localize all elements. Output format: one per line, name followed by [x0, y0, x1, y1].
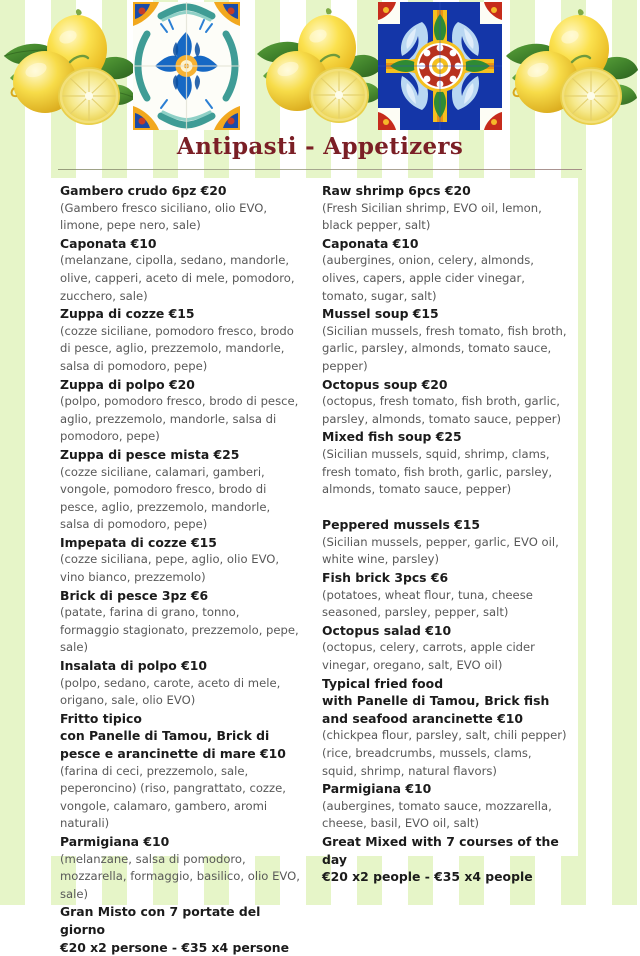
menu-item-description: (patate, farina di grano, tonno, formaggio stagionato, prezzemolo, pepe, sale): [60, 605, 299, 655]
menu-item: [60, 305, 302, 375]
lemons-illustration: [500, 4, 640, 136]
menu-item-description: (melanzane, salsa di pomodoro, mozzarella, formaggio, basilico, olio EVO, sale): [60, 851, 300, 901]
menu-item-description: (aubergines, tomato sauce, mozzarella, cheese, basil, EVO oil, salt): [322, 798, 552, 831]
column-alignment-spacer: [322, 499, 570, 517]
menu-item: [322, 428, 570, 498]
menu-item-description: (octopus, celery, carrots, apple cider vinegar, oregano, salt, EVO oil): [322, 640, 535, 673]
menu-column-english: [314, 178, 578, 886]
menu-item: [60, 657, 302, 710]
menu-item-name: Brick di pesce 3pz €6: [60, 587, 209, 603]
menu-item-description: (chickpea flour, parsley, salt, chili pepper) (rice, breadcrumbs, mussels, clams, squid, shrimp, natural flavors): [322, 728, 567, 778]
menu-item-name: Zuppa di polpo €20: [60, 376, 195, 392]
menu-item-name: Parmigiana €10: [60, 833, 170, 849]
menu-item: [322, 305, 570, 375]
menu-item-description: (cozze siciliana, pepe, aglio, olio EVO, vino bianco, prezzemolo): [60, 552, 280, 585]
menu-item-name: Mixed fish soup €25: [322, 429, 462, 445]
menu-item-description: (cozze siciliane, pomodoro fresco, brodo di pesce, aglio, prezzemolo, mandorle, salsa di pomodoro, pepe): [60, 323, 294, 373]
menu-item: [322, 182, 570, 235]
menu-item-name: Parmigiana €10: [322, 781, 432, 797]
menu-item-description: (polpo, pomodoro fresco, brodo di pesce, aglio, prezzemolo, mandorle, salsa di pomodoro, pepe): [60, 394, 299, 444]
menu-item-description: (cozze siciliane, calamari, gamberi, vongole, pomodoro fresco, brodo di pesce, aglio, prezzemolo, mandorle, salsa di pomodoro, pepe): [60, 464, 271, 532]
menu-item-name: Gambero crudo 6pz €20: [60, 183, 227, 198]
menu-item: [60, 534, 302, 587]
menu-item: [322, 780, 570, 833]
lemons-illustration: [255, 4, 383, 136]
menu-item-description: (Sicilian mussels, squid, shrimp, clams, fresh tomato, fish broth, garlic, parsley, almonds, tomato sauce, pepper): [322, 446, 553, 497]
menu-item-name: Peppered mussels €15: [322, 517, 481, 533]
menu-item: [322, 833, 570, 886]
menu-item-name: Caponata €10: [60, 235, 157, 251]
page-title-container: [0, 133, 640, 161]
menu-item-name: Gran Misto con 7 portate del giorno: [60, 904, 261, 937]
menu-item-name: Caponata €10: [322, 235, 419, 251]
menu-item: [60, 235, 302, 305]
sicilian-majolica-tile-blue-icon: [378, 2, 502, 130]
menu-item-name: Impepata di cozze €15: [60, 534, 217, 550]
menu-item-name: Typical fried food: [322, 675, 444, 691]
menu-item-description: (farina di ceci, prezzemolo, sale, peperoncino) (riso, pangrattato, cozze, vongole, calamaro, gambero, aromi naturali): [60, 763, 286, 831]
menu-item: [322, 235, 570, 305]
menu-item-name: Raw shrimp 6pcs €20: [322, 183, 471, 198]
menu-item-description: (Sicilian mussels, fresh tomato, fish broth, garlic, parsley, almonds, tomato sauce, pepper): [322, 323, 567, 373]
lemons-illustration: [0, 4, 138, 136]
menu-item: [322, 569, 570, 622]
menu-item-price-line: €20 x2 people - €35 x4 people: [322, 869, 533, 885]
menu-item-name-continued: con Panelle di Tamou, Brick di pesce e arancinette di mare €10: [60, 728, 286, 761]
menu-item-name: Great Mixed with 7 courses of the day: [322, 833, 559, 867]
menu-item-name: Mussel soup €15: [322, 306, 439, 322]
menu-item-name: Zuppa di pesce mista €25: [60, 446, 240, 462]
menu-item: [322, 675, 570, 781]
menu-item-name: Zuppa di cozze €15: [60, 306, 195, 322]
menu-item-description: (melanzane, cipolla, sedano, mandorle, olive, capperi, aceto di mele, pomodoro, zucchero, sale): [60, 253, 295, 303]
menu-item: [322, 516, 570, 569]
menu-item: [60, 182, 302, 235]
title-divider: [58, 169, 582, 170]
menu-item-description: (potatoes, wheat flour, tuna, cheese seasoned, parsley, pepper, salt): [322, 587, 533, 620]
menu-item: [60, 833, 302, 903]
menu-item-description: (aubergines, onion, celery, almonds, olives, capers, apple cider vinegar, tomato, sugar, salt): [322, 253, 534, 303]
header-decoration-band: [0, 0, 640, 136]
menu-item-description: (Gambero fresco siciliano, olio EVO, limone, pepe nero, sale): [60, 200, 268, 233]
menu-item-description: (Sicilian mussels, pepper, garlic, EVO oil, white wine, parsley): [322, 534, 559, 567]
menu-item-name: Octopus salad €10: [322, 622, 452, 638]
menu-content-panel: [50, 178, 578, 955]
menu-item-name-continued: with Panelle di Tamou, Brick fish and seafood arancinette €10: [322, 693, 550, 726]
menu-column-italian: [50, 178, 314, 956]
menu-item-name: Octopus soup €20: [322, 376, 448, 392]
menu-item: [60, 710, 302, 833]
menu-columns: [50, 178, 578, 956]
menu-item-description: (octopus, fresh tomato, fish broth, garlic, parsley, almonds, tomato sauce, pepper): [322, 394, 562, 426]
menu-item-description: (Fresh Sicilian shrimp, EVO oil, lemon, black pepper, salt): [322, 200, 542, 233]
menu-item: [322, 376, 570, 429]
menu-item: [60, 446, 302, 534]
sicilian-majolica-tile-teal-icon: [133, 2, 240, 130]
menu-item-name: Fish brick 3pcs €6: [322, 570, 449, 586]
menu-item: [60, 587, 302, 657]
menu-item-price-line: €20 x2 persone - €35 x4 persone: [60, 939, 289, 955]
menu-item: [322, 622, 570, 675]
menu-item-name: Fritto tipico: [60, 710, 142, 726]
menu-item-description: (polpo, sedano, carote, aceto di mele, origano, sale, olio EVO): [60, 675, 281, 708]
menu-item-name: Insalata di polpo €10: [60, 658, 207, 674]
page-title: Antipasti - Appetizers: [176, 133, 464, 160]
menu-item: [60, 903, 302, 956]
menu-item: [60, 376, 302, 446]
